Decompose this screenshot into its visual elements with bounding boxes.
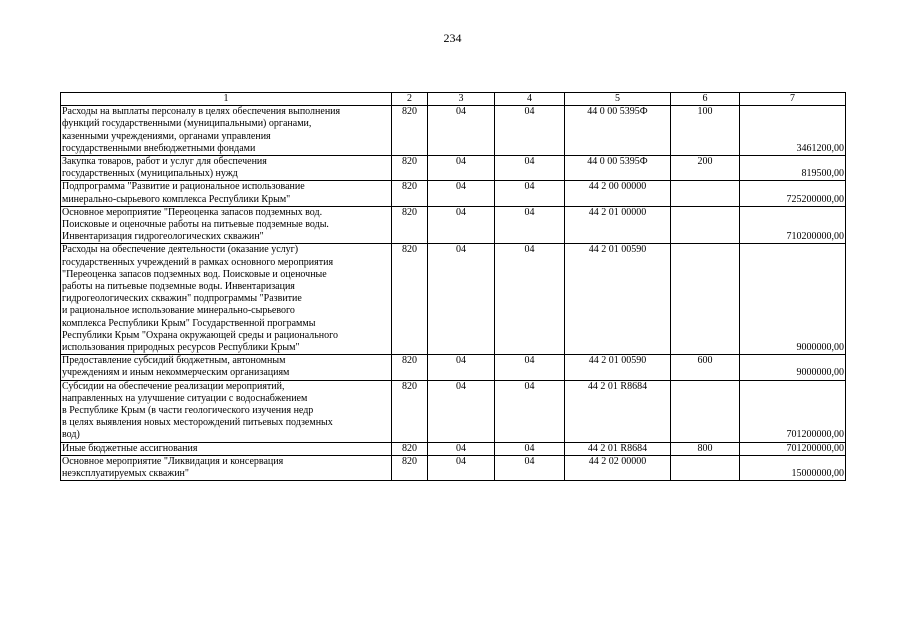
item-name-line: использования природных ресурсов Республики Крым"	[62, 342, 300, 354]
item-name-cell	[61, 206, 392, 244]
amount-cell: 710200000,00	[740, 206, 846, 244]
target-article-cell: 44 2 01 00590	[565, 244, 671, 355]
expense-type-cell	[671, 181, 740, 206]
item-name-line: Предоставление субсидий бюджетным, автономным	[62, 355, 286, 367]
item-name-line: Закупка товаров, работ и услуг для обеспечения	[62, 156, 267, 168]
item-name-cell	[61, 106, 392, 156]
item-name-cell	[61, 380, 392, 442]
item-name-line: минерально-сырьевого комплекса Республики Крым"	[62, 193, 291, 205]
column-header: 1	[61, 93, 392, 106]
code-ministry-cell: 820	[392, 455, 428, 480]
table-row	[61, 380, 846, 442]
item-name-line: в целях выявления новых месторождений питьевых подземных	[62, 417, 333, 429]
code-ministry-cell: 820	[392, 244, 428, 355]
code-ministry-cell: 820	[392, 106, 428, 156]
item-name-line: Иные бюджетные ассигнования	[62, 442, 198, 454]
amount-cell: 725200000,00	[740, 181, 846, 206]
item-name-line: "Переоценка запасов подземных вод. Поисковые и оценочные	[62, 268, 327, 280]
amount-cell: 819500,00	[740, 156, 846, 181]
column-header: 6	[671, 93, 740, 106]
item-name-line: Расходы на выплаты персоналу в целях обеспечения выполнения	[62, 106, 341, 118]
expense-type-cell	[671, 244, 740, 355]
item-name-line: Республики Крым "Охрана окружающей среды и рационального	[62, 329, 338, 341]
item-name-cell	[61, 442, 392, 455]
item-name-line: учреждениям и иным некоммерческим организациям	[62, 367, 290, 379]
expense-type-cell: 600	[671, 355, 740, 380]
code-section-cell: 04	[428, 181, 495, 206]
item-name-line: Инвентаризация гидрогеологических скважин"	[62, 231, 264, 243]
expense-type-cell	[671, 380, 740, 442]
item-name-cell	[61, 244, 392, 355]
column-header: 3	[428, 93, 495, 106]
amount-cell: 9000000,00	[740, 244, 846, 355]
item-name-line: Поисковые и оценочные работы на питьевые подземные воды.	[62, 219, 329, 231]
code-subsection-cell: 04	[495, 355, 565, 380]
code-section-cell: 04	[428, 455, 495, 480]
item-name-line: государственных (муниципальных) нужд	[62, 168, 238, 180]
code-section-cell: 04	[428, 206, 495, 244]
code-ministry-cell: 820	[392, 355, 428, 380]
table-row	[61, 206, 846, 244]
target-article-cell: 44 2 00 00000	[565, 181, 671, 206]
item-name-line: вод)	[62, 429, 80, 441]
item-name-cell	[61, 156, 392, 181]
item-name-line: функций государственными (муниципальными) органами,	[62, 118, 312, 130]
code-subsection-cell: 04	[495, 244, 565, 355]
code-subsection-cell: 04	[495, 442, 565, 455]
expense-type-cell: 200	[671, 156, 740, 181]
target-article-cell: 44 2 01 00590	[565, 355, 671, 380]
code-subsection-cell: 04	[495, 156, 565, 181]
target-article-cell: 44 0 00 5395Ф	[565, 156, 671, 181]
table-row	[61, 156, 846, 181]
amount-cell: 15000000,00	[740, 455, 846, 480]
item-name-line: Основное мероприятие "Ликвидация и консервация	[62, 455, 284, 467]
item-name-line: Подпрограмма "Развитие и рациональное использование	[62, 181, 305, 193]
item-name-line: в Республике Крым (в части геологического изучения недр	[62, 405, 314, 417]
table-row	[61, 355, 846, 380]
target-article-cell: 44 2 02 00000	[565, 455, 671, 480]
page-number: 234	[443, 31, 462, 45]
amount-cell: 3461200,00	[740, 106, 846, 156]
table-row	[61, 181, 846, 206]
expense-type-cell	[671, 455, 740, 480]
item-name-line: и рациональное использование минерально-сырьевого	[62, 305, 295, 317]
code-section-cell: 04	[428, 156, 495, 181]
table-header-row	[61, 93, 846, 106]
item-name-line: Субсидии на обеспечение реализации мероприятий,	[62, 380, 285, 392]
column-header: 4	[495, 93, 565, 106]
code-subsection-cell: 04	[495, 106, 565, 156]
expense-type-cell: 800	[671, 442, 740, 455]
code-subsection-cell: 04	[495, 455, 565, 480]
item-name-line: работы на питьевые подземные воды. Инвентаризация	[62, 281, 295, 293]
target-article-cell: 44 2 01 R8684	[565, 380, 671, 442]
code-subsection-cell: 04	[495, 181, 565, 206]
item-name-cell	[61, 355, 392, 380]
amount-cell: 9000000,00	[740, 355, 846, 380]
item-name-line: Основное мероприятие "Переоценка запасов подземных вод.	[62, 206, 323, 218]
table-row	[61, 106, 846, 156]
code-subsection-cell: 04	[495, 380, 565, 442]
item-name-line: государственных учреждений в рамках основного мероприятия	[62, 256, 334, 268]
target-article-cell: 44 2 01 R8684	[565, 442, 671, 455]
amount-cell: 701200000,00	[740, 380, 846, 442]
table-row	[61, 442, 846, 455]
item-name-line: Расходы на обеспечение деятельности (оказание услуг)	[62, 244, 299, 256]
table-row	[61, 244, 846, 355]
column-header: 2	[392, 93, 428, 106]
item-name-line: гидрогеологических скважин" подпрограммы "Развитие	[62, 293, 302, 305]
item-name-line: комплекса Республики Крым" Государственной программы	[62, 317, 316, 329]
expense-type-cell	[671, 206, 740, 244]
code-section-cell: 04	[428, 244, 495, 355]
item-name-line: казенными учреждениями, органами управления	[62, 130, 271, 142]
code-ministry-cell: 820	[392, 156, 428, 181]
code-section-cell: 04	[428, 355, 495, 380]
item-name-line: государственными внебюджетными фондами	[62, 142, 256, 154]
code-ministry-cell: 820	[392, 442, 428, 455]
code-section-cell: 04	[428, 106, 495, 156]
item-name-cell	[61, 455, 392, 480]
item-name-line: направленных на улучшение ситуации с водоснабжением	[62, 392, 308, 404]
item-name-line: неэксплуатируемых скважин"	[62, 468, 189, 480]
code-section-cell: 04	[428, 380, 495, 442]
code-subsection-cell: 04	[495, 206, 565, 244]
target-article-cell: 44 2 01 00000	[565, 206, 671, 244]
code-ministry-cell: 820	[392, 380, 428, 442]
item-name-cell	[61, 181, 392, 206]
target-article-cell: 44 0 00 5395Ф	[565, 106, 671, 156]
code-ministry-cell: 820	[392, 181, 428, 206]
budget-table	[60, 92, 846, 481]
column-header: 7	[740, 93, 846, 106]
column-header: 5	[565, 93, 671, 106]
amount-cell: 701200000,00	[740, 442, 846, 455]
table-row	[61, 455, 846, 480]
code-section-cell: 04	[428, 442, 495, 455]
expense-type-cell: 100	[671, 106, 740, 156]
code-ministry-cell: 820	[392, 206, 428, 244]
